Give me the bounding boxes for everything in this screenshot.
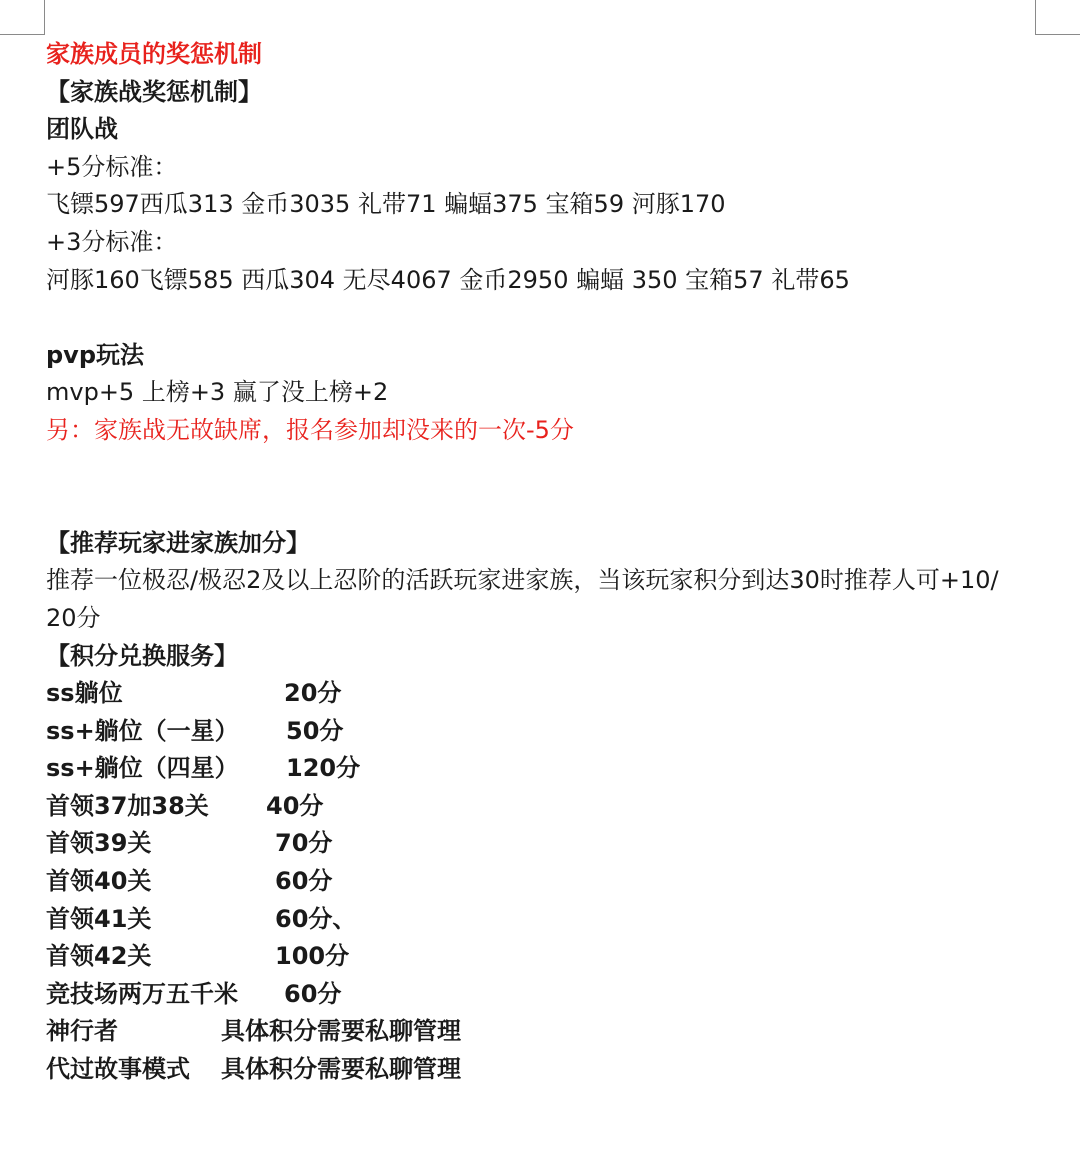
exchange-item-value: 60分 (284, 979, 342, 1008)
page-corner-mark-left (0, 0, 45, 35)
document-body (46, 36, 1046, 1089)
exchange-item-value: 50分 (286, 716, 344, 745)
exchange-item-value: 具体积分需要私聊管理 (221, 1017, 461, 1046)
exchange-item (46, 713, 1046, 751)
exchange-item-value: 100分 (275, 942, 350, 971)
exchange-item-name: 竞技场两万五千米 (46, 979, 238, 1008)
team-battle-heading: 团队战 (46, 115, 118, 144)
exchange-item-name: ss躺位 (46, 679, 123, 708)
exchange-item-name: 首领42关 (46, 942, 152, 971)
exchange-item-value: 70分 (275, 829, 333, 858)
exchange-item (46, 863, 1046, 901)
exchange-item-name: 代过故事模式 (46, 1055, 190, 1084)
plus5-items: 飞镖597西瓜313 金币3035 礼带71 蝙蝠375 宝箱59 河豚170 (46, 190, 726, 219)
exchange-item-value: 具体积分需要私聊管理 (221, 1055, 461, 1084)
pvp-heading: pvp玩法 (46, 340, 145, 369)
recommend-heading: 【推荐玩家进家族加分】 (46, 528, 310, 557)
exchange-item-value: 120分 (286, 754, 361, 783)
recommend-text-line2: 20分 (46, 603, 101, 632)
exchange-item (46, 788, 1046, 826)
exchange-item-name: ss+躺位（四星） (46, 754, 239, 783)
exchange-item (46, 976, 1046, 1014)
exchange-item (46, 750, 1046, 788)
exchange-item-name: 首领39关 (46, 829, 152, 858)
exchange-item (46, 901, 1046, 939)
exchange-item (46, 1013, 1046, 1051)
exchange-item-name: 首领37加38关 (46, 791, 209, 820)
exchange-item (46, 1051, 1046, 1089)
plus5-label: +5分标准： (46, 152, 178, 181)
spacer (46, 299, 1046, 337)
war-section-heading: 【家族战奖惩机制】 (46, 77, 262, 106)
recommend-text-line1: 推荐一位极忍/极忍2及以上忍阶的活跃玩家进家族，当该玩家积分到达30时推荐人可+10/ (46, 566, 999, 595)
exchange-item-value: 60分 (275, 867, 333, 896)
spacer (46, 487, 1046, 525)
exchange-item-name: ss+躺位（一星） (46, 716, 239, 745)
exchange-item-value: 60分、 (275, 904, 357, 933)
absence-note: 另：家族战无故缺席，报名参加却没来的一次-5分 (46, 415, 574, 444)
page-corner-mark-right (1035, 0, 1080, 35)
plus3-items: 河豚160飞镖585 西瓜304 无尽4067 金币2950 蝙蝠 350 宝箱57 礼带65 (46, 265, 850, 294)
exchange-item (46, 825, 1046, 863)
exchange-item (46, 938, 1046, 976)
pvp-rules: mvp+5 上榜+3 赢了没上榜+2 (46, 378, 389, 407)
document-title: 家族成员的奖惩机制 (46, 40, 262, 68)
spacer (46, 450, 1046, 488)
exchange-item-name: 首领41关 (46, 904, 152, 933)
exchange-item (46, 675, 1046, 713)
exchange-item-value: 20分 (284, 679, 342, 708)
plus3-label: +3分标准： (46, 227, 178, 256)
exchange-item-name: 神行者 (46, 1017, 118, 1046)
exchange-item-name: 首领40关 (46, 867, 152, 896)
exchange-item-value: 40分 (266, 791, 324, 820)
exchange-heading: 【积分兑换服务】 (46, 641, 238, 670)
